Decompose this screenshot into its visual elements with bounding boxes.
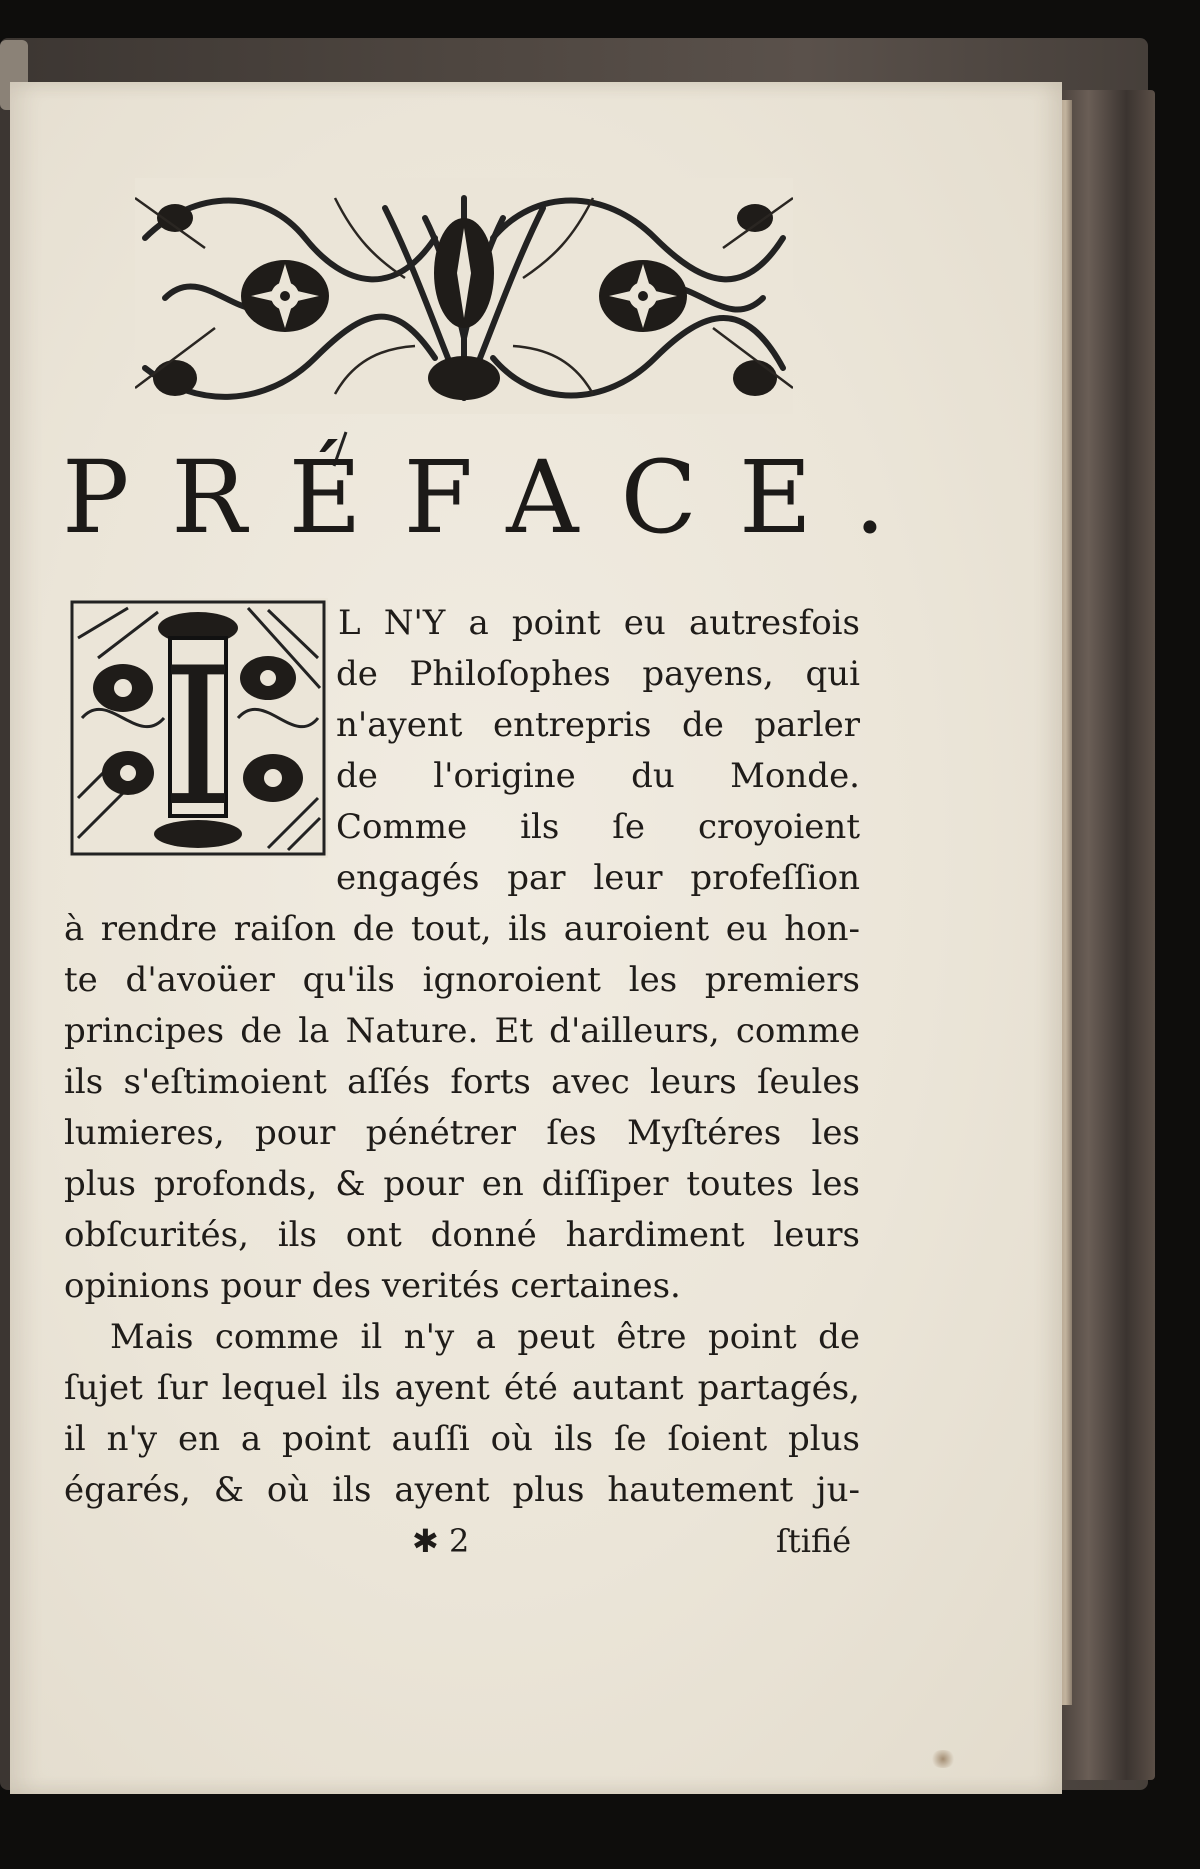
text-line: il n'y en a point auſſi où ils ſe ſoient plus bbox=[64, 1419, 860, 1459]
text-line: lumieres, pour pénétrer ſes Myſtéres les bbox=[64, 1113, 860, 1153]
text-line: de l'origine du Monde. bbox=[336, 756, 860, 796]
text-line: Mais comme il n'y a peut être point de bbox=[110, 1317, 860, 1357]
text-line: à rendre raiſon de tout, ils auroient eu hon- bbox=[64, 909, 860, 949]
text-line: principes de la Nature. Et d'ailleurs, comme bbox=[64, 1011, 860, 1051]
ornamental-headpiece bbox=[135, 178, 793, 414]
page-footer bbox=[0, 1522, 1060, 1572]
page-title: PRÉFACE. bbox=[62, 439, 928, 556]
text-line: Comme ils ſe croyoient bbox=[336, 807, 860, 847]
text-line: n'ayent entrepris de parler bbox=[336, 705, 860, 745]
signature-mark: ✱ 2 bbox=[412, 1522, 470, 1560]
text-line: te d'avoüer qu'ils ignoroient les premiers bbox=[64, 960, 860, 1000]
drop-capital-letter: I bbox=[160, 627, 236, 848]
text-line: opinions pour des verités certaines. bbox=[64, 1266, 681, 1306]
text-line: plus profonds, & pour en diſſiper toutes les bbox=[64, 1164, 860, 1204]
text-line: L N'Y a point eu autresfois bbox=[338, 603, 860, 643]
text-line: égarés, & où ils ayent plus hautement ju- bbox=[64, 1470, 860, 1510]
book-cover-edge bbox=[1060, 90, 1155, 1780]
drop-capital bbox=[68, 598, 328, 858]
text-line: ſujet ſur lequel ils ayent été autant partagés, bbox=[64, 1368, 860, 1408]
text-line: engagés par leur profeſſion bbox=[336, 858, 860, 898]
paper-stain bbox=[930, 1750, 956, 1768]
catchword: ſtifié bbox=[776, 1522, 852, 1560]
text-line: obſcurités, ils ont donné hardiment leurs bbox=[64, 1215, 860, 1255]
text-line: ils s'eſtimoient aſſés forts avec leurs ſeules bbox=[64, 1062, 860, 1102]
text-line: de Philoſophes payens, qui bbox=[336, 654, 860, 694]
